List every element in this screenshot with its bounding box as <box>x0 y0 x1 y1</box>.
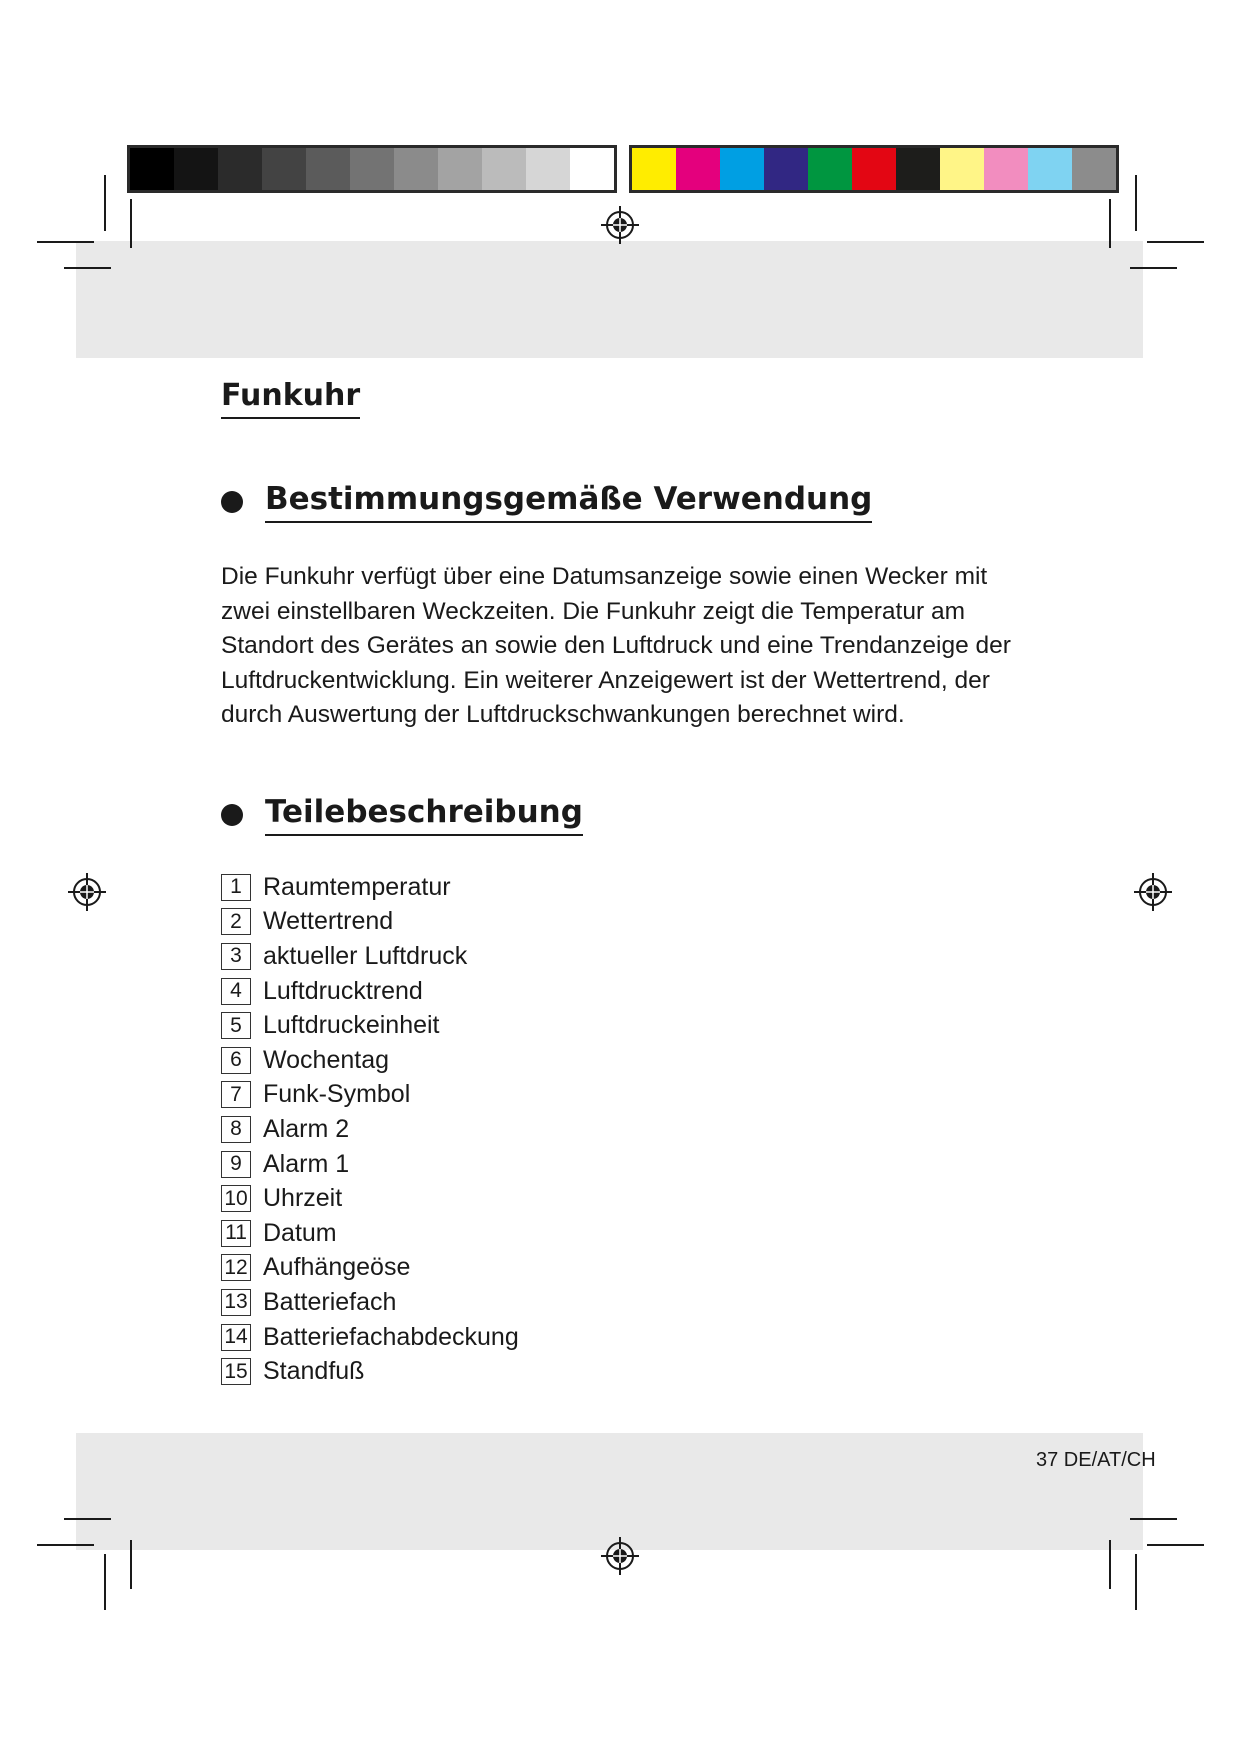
part-label: Datum <box>263 1218 337 1247</box>
part-number: 2 <box>221 908 251 935</box>
list-item <box>221 1008 519 1043</box>
list-item <box>221 939 519 974</box>
part-number: 4 <box>221 978 251 1005</box>
list-item <box>221 1285 519 1320</box>
part-number: 6 <box>221 1047 251 1074</box>
registration-mark-icon <box>601 206 639 244</box>
crop-mark <box>64 1518 111 1520</box>
part-label: Alarm 1 <box>263 1149 350 1178</box>
color-swatch <box>1028 148 1072 190</box>
part-label: Uhrzeit <box>263 1184 343 1213</box>
registration-mark-icon <box>601 1537 639 1575</box>
crop-mark <box>1109 1540 1111 1589</box>
part-label: Standfuß <box>263 1357 365 1386</box>
list-item <box>221 1251 519 1286</box>
part-number: 7 <box>221 1081 251 1108</box>
color-swatch <box>174 148 218 190</box>
color-swatch <box>896 148 940 190</box>
parts-heading <box>221 794 583 836</box>
list-item <box>221 974 519 1009</box>
footer-band <box>76 1433 1143 1550</box>
text-line: Standort des Gerätes an sowie den Luftdruck und eine Trendanzeige der <box>221 632 1011 660</box>
part-number: 9 <box>221 1151 251 1178</box>
list-item <box>221 1147 519 1182</box>
list-item <box>221 1354 519 1389</box>
crop-mark <box>104 1554 106 1610</box>
text-line: Die Funkuhr verfügt über eine Datumsanzeige sowie einen Wecker mit <box>221 563 988 590</box>
part-number: 14 <box>221 1324 251 1351</box>
part-number: 1 <box>221 874 251 901</box>
color-swatch <box>482 148 526 190</box>
color-swatch <box>526 148 570 190</box>
part-label: Alarm 2 <box>263 1114 350 1143</box>
page-number: 37 DE/AT/CH <box>1036 1449 1156 1471</box>
crop-mark <box>37 1544 94 1546</box>
list-item <box>221 1043 519 1078</box>
part-number: 3 <box>221 943 251 970</box>
crop-mark <box>130 199 132 248</box>
crop-mark <box>130 1540 132 1589</box>
text-line: Luftdruckentwicklung. Ein weiterer Anzeigewert ist der Wettertrend, der <box>221 666 990 694</box>
part-number: 11 <box>221 1220 251 1247</box>
color-swatch <box>394 148 438 190</box>
crop-mark <box>1147 1544 1204 1546</box>
section-title: Bestimmungsgemäße Verwendung <box>265 481 872 523</box>
crop-mark <box>1130 267 1177 269</box>
part-label: Funk-Symbol <box>263 1080 411 1109</box>
crop-mark <box>1147 241 1204 243</box>
part-label: Luftdrucktrend <box>263 976 423 1005</box>
part-label: Batteriefachabdeckung <box>263 1322 519 1351</box>
color-swatch <box>218 148 262 190</box>
color-swatch <box>262 148 306 190</box>
part-label: Raumtemperatur <box>263 872 451 901</box>
color-swatch <box>984 148 1028 190</box>
crop-mark <box>1135 175 1137 231</box>
color-swatch <box>632 148 676 190</box>
part-number: 8 <box>221 1116 251 1143</box>
part-number: 13 <box>221 1289 251 1316</box>
intended-use-heading <box>221 481 872 523</box>
color-swatch <box>1072 148 1116 190</box>
crop-mark <box>64 267 111 269</box>
section-title: Teilebeschreibung <box>265 794 583 836</box>
list-item <box>221 870 519 905</box>
part-label: Aufhängeöse <box>263 1253 411 1282</box>
part-label: Wettertrend <box>263 907 394 936</box>
color-swatch <box>808 148 852 190</box>
list-item <box>221 905 519 940</box>
part-number: 12 <box>221 1254 251 1281</box>
page-title: Funkuhr <box>221 378 360 419</box>
crop-mark <box>1135 1554 1137 1610</box>
crop-mark <box>1130 1518 1177 1520</box>
part-number: 15 <box>221 1358 251 1385</box>
part-number: 10 <box>221 1185 251 1212</box>
parts-list <box>221 870 519 1389</box>
list-item <box>221 1112 519 1147</box>
part-label: Luftdruckeinheit <box>263 1011 440 1040</box>
grayscale-bar <box>127 145 617 193</box>
color-swatch <box>350 148 394 190</box>
color-swatch <box>306 148 350 190</box>
registration-mark-icon <box>1134 873 1172 911</box>
list-item <box>221 1320 519 1355</box>
intended-use-text <box>221 560 1021 733</box>
color-swatch <box>130 148 174 190</box>
part-number: 5 <box>221 1012 251 1039</box>
crop-mark <box>104 175 106 231</box>
part-label: Batteriefach <box>263 1287 397 1316</box>
crop-mark <box>37 241 94 243</box>
color-swatch <box>676 148 720 190</box>
color-swatch <box>852 148 896 190</box>
registration-mark-icon <box>68 873 106 911</box>
list-item <box>221 1181 519 1216</box>
bullet-icon <box>221 804 243 826</box>
list-item <box>221 1216 519 1251</box>
header-band <box>76 241 1143 358</box>
part-label: aktueller Luftdruck <box>263 941 468 970</box>
text-line: durch Auswertung der Luftdruckschwankungen berechnet wird. <box>221 701 905 729</box>
color-swatch <box>720 148 764 190</box>
part-label: Wochentag <box>263 1045 390 1074</box>
color-swatch <box>940 148 984 190</box>
list-item <box>221 1078 519 1113</box>
color-swatch-bar <box>629 145 1119 193</box>
color-swatch <box>570 148 614 190</box>
color-swatch <box>438 148 482 190</box>
text-line: zwei einstellbaren Weckzeiten. Die Funkuhr zeigt die Temperatur am <box>221 597 965 625</box>
color-swatch <box>764 148 808 190</box>
bullet-icon <box>221 491 243 513</box>
crop-mark <box>1109 199 1111 248</box>
